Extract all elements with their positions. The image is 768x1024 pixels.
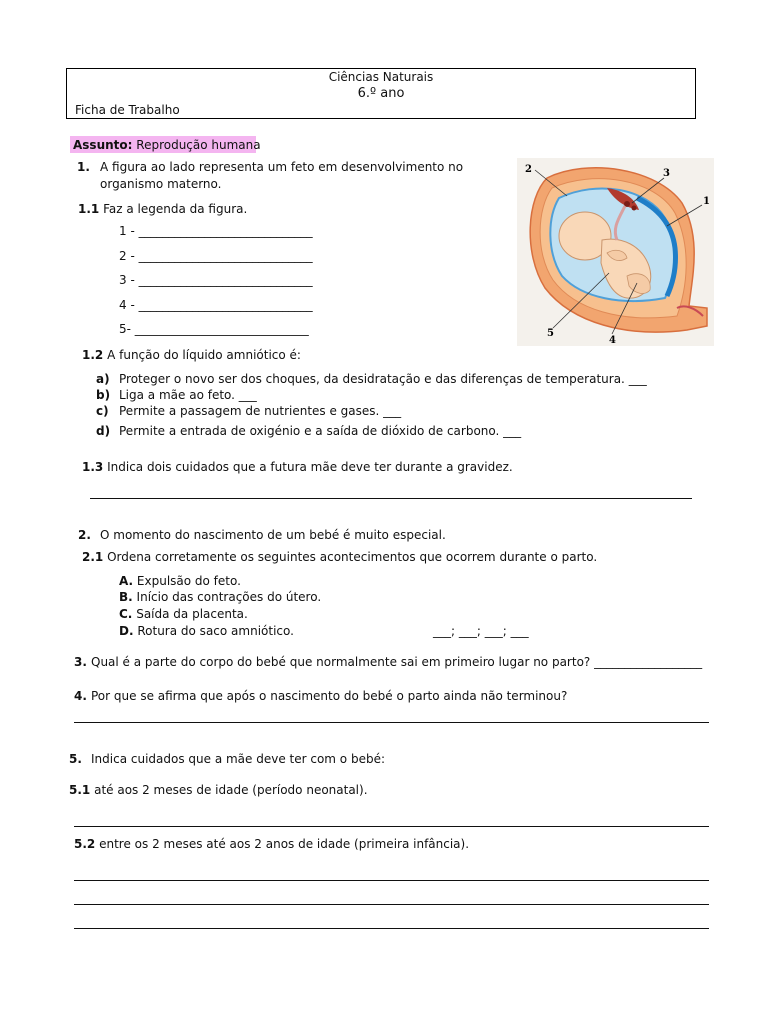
legend-blank-5[interactable]: 5- _____________________________ [119,322,309,336]
q2-1-text: Ordena corretamente os seguintes acontecimentos que ocorrem durante o parto. [107,550,598,564]
q2-text: O momento do nascimento de um bebé é muito especial. [100,528,446,542]
worksheet-header [66,68,696,119]
event-c-text: Saída da placenta. [136,607,248,621]
figure-label-2: 2 [525,164,532,175]
legend-blank-1[interactable]: 1 - _____________________________ [119,224,313,238]
event-b [119,591,321,603]
q1-2-number: 1.2 [82,348,104,362]
option-d-text[interactable]: Permite a entrada de oxigénio e a saída de dióxido de carbono. ___ [119,424,522,438]
q5-2-answer-line-1[interactable] [74,870,709,881]
q2-1-line [82,551,597,563]
event-c-letter: C. [119,607,133,621]
q1-3-text: Indica dois cuidados que a futura mãe deve ter durante a gravidez. [107,460,513,474]
q5-number: 5. [69,752,82,766]
q2-number: 2. [78,528,91,542]
q3-text[interactable]: Qual é a parte do corpo do bebé que normalmente sai em primeiro lugar no parto? __________________ [91,655,703,669]
q1-3-answer-line[interactable] [90,488,692,499]
q1-1-line [78,203,247,215]
q5-2-text: entre os 2 meses até aos 2 anos de idade (primeira infância). [99,837,470,851]
q5-2-number: 5.2 [74,837,96,851]
q1-2-line [82,349,301,361]
q4-answer-line[interactable] [74,712,709,723]
q5-1-answer-line[interactable] [74,816,709,827]
event-d-letter: D. [119,624,134,638]
q1-3-number: 1.3 [82,460,104,474]
q1-text-line2: organismo materno. [100,177,222,191]
legend-blank-4[interactable]: 4 - _____________________________ [119,298,313,312]
option-c-text[interactable]: Permite a passagem de nutrientes e gases. ___ [119,404,402,418]
grade-label: 6.º ano [357,86,405,101]
q1-1-number: 1.1 [78,202,100,216]
option-a-text[interactable]: Proteger o novo ser dos choques, da desidratação e das diferenças de temperatura. ___ [119,372,647,386]
subject-title: Ciências Naturais [328,70,434,84]
event-c [119,608,248,620]
q1-text-line1: A figura ao lado representa um feto em desenvolvimento no [100,160,464,174]
option-b-text[interactable]: Liga a mãe ao feto. ___ [119,388,257,402]
event-a [119,575,241,587]
option-b-letter: b) [96,388,111,402]
q5-2-answer-line-3[interactable] [74,918,709,929]
sheet-label: Ficha de Trabalho [75,103,180,117]
q5-text: Indica cuidados que a mãe deve ter com o bebé: [91,752,385,766]
q2-1-number: 2.1 [82,550,104,564]
event-d-text: Rotura do saco amniótico. [137,624,294,638]
event-b-letter: B. [119,590,133,604]
q1-number: 1. [77,160,90,174]
q1-3-line [82,461,513,473]
q5-1-line [69,784,368,796]
q5-2-line [74,838,469,850]
topic-line [73,139,261,151]
event-a-text: Expulsão do feto. [136,574,241,588]
figure-label-4: 4 [609,335,616,346]
event-d [119,625,294,637]
option-a-letter: a) [96,372,110,386]
q4-number: 4. [74,689,87,703]
event-a-letter: A. [119,574,134,588]
q1-1-text: Faz a legenda da figura. [103,202,248,216]
q5-1-text: até aos 2 meses de idade (período neonatal). [94,783,368,797]
legend-blank-2[interactable]: 2 - _____________________________ [119,249,313,263]
event-b-text: Início das contrações do útero. [136,590,322,604]
topic-label: Assunto: [73,138,133,152]
q5-2-answer-line-2[interactable] [74,894,709,905]
legend-blank-3[interactable]: 3 - _____________________________ [119,273,313,287]
q3-number: 3. [74,655,87,669]
option-d-letter: d) [96,424,111,438]
figure-label-5: 5 [547,328,554,339]
option-c-letter: c) [96,404,109,418]
figure-label-3: 3 [663,168,670,179]
q5-1-number: 5.1 [69,783,91,797]
figure-label-1: 1 [703,196,710,207]
order-answer-blanks[interactable]: ___; ___; ___; ___ [433,624,529,638]
topic-value: Reprodução humana [136,138,261,152]
fetus-uterus-figure [517,158,714,346]
q4-text: Por que se afirma que após o nascimento do bebé o parto ainda não terminou? [91,689,568,703]
q1-2-text: A função do líquido amniótico é: [107,348,301,362]
